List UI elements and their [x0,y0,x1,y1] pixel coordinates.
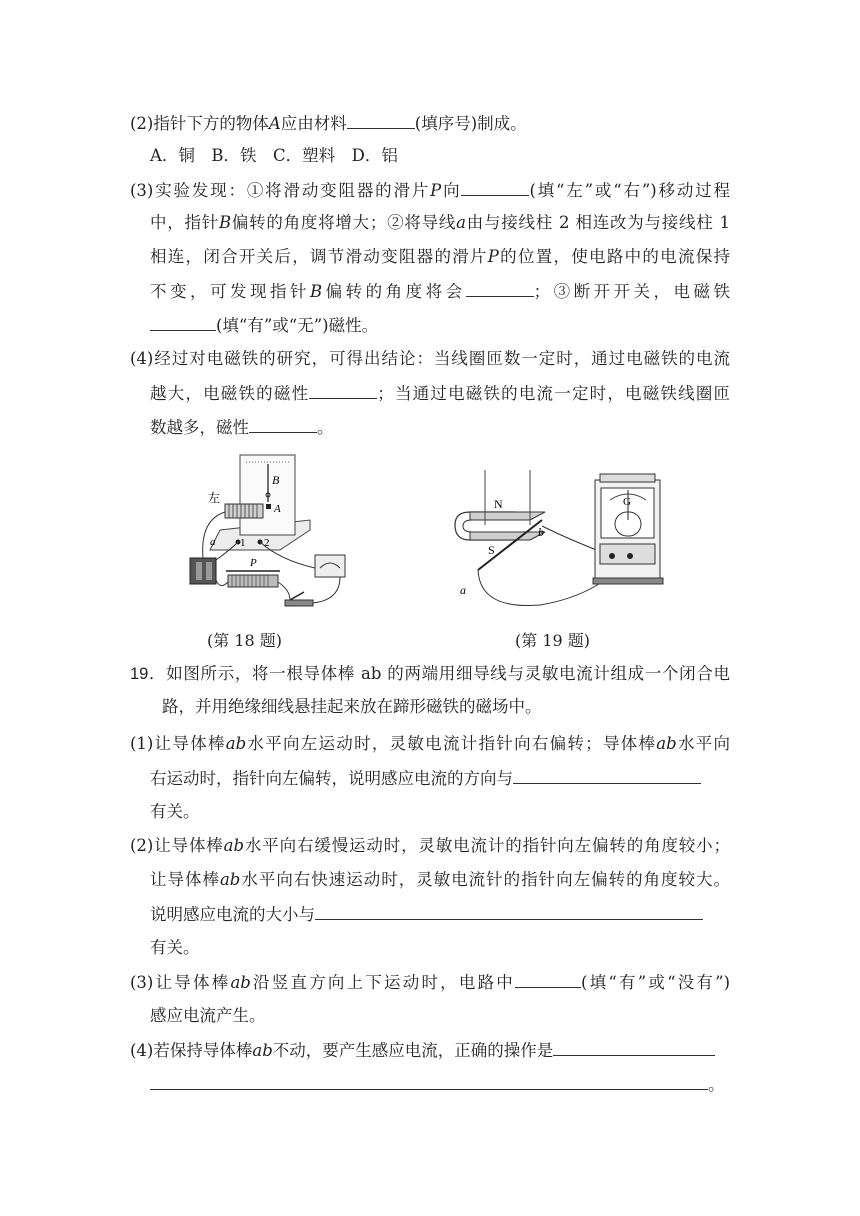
q19-part1-line3: 有关。 [150,802,200,821]
label-B: B [272,473,280,487]
text: 向 [441,181,462,200]
q18-part4-line2 [150,383,730,404]
figure-18-caption: (第 18 题) [207,631,283,650]
label-S: S [488,543,495,557]
var-ab: ab [656,734,677,753]
q18-part3-line4 [150,281,730,302]
label-a: a [460,583,466,597]
var-ab: ab [252,1041,273,1060]
q18-options: A．铜 B．铁 C．塑料 D．铝 [150,146,398,165]
text: 中，指针 [150,213,220,232]
text: (填“左”或“右”)移动过程 [529,181,731,200]
text: 让导体棒 [150,870,220,889]
answer-blank[interactable] [309,383,377,399]
text: 水平向 [676,734,730,753]
label-a: a [210,536,216,548]
text: 说明感应电流的大小与 [150,905,315,924]
text: 应由材料 [280,114,347,133]
figure-18-electromagnet [180,450,350,620]
text: 偏转的角度将增大；②将导线 [231,213,457,232]
q19-part3-line1 [130,972,730,993]
text: 如图所示，将一根导体棒 ab 的两端用细导线与灵敏电流计组成一个闭合电 [166,664,731,683]
answer-blank[interactable] [249,417,317,433]
var-B: B [219,213,232,232]
var-ab: ab [225,734,247,753]
figure-19-caption: (第 19 题) [515,631,591,650]
q19-part2-line3 [150,904,703,925]
text: 水平向右快速运动时，灵敏电流针的指针向左偏转的角度较大。 [240,870,731,889]
answer-blank[interactable] [461,180,529,196]
q19-part2-line4: 有关。 [150,938,200,957]
text: 相连，闭合开关后，调节滑动变阻器的滑片 [150,247,488,266]
label-2: 2 [264,537,270,549]
q19-part4-line1 [130,1040,715,1061]
label-left: 左 [208,491,221,505]
label-P: P [250,557,257,569]
q18-part3-line5 [150,315,378,336]
q18-part3-line3 [150,247,730,267]
text: ；当通过电磁铁的电流一定时，电磁铁线圈匝 [377,384,731,403]
var-a: a [456,213,467,232]
var-P: P [487,247,499,266]
q19-part2-line1 [130,836,730,856]
q19-part4-line2 [150,1074,725,1095]
text: (2)指针下方的物体 [130,114,269,133]
figure-19-induction [450,470,670,620]
q18-part2 [130,113,527,134]
label-G: G [623,496,631,508]
answer-blank[interactable] [315,904,703,920]
q19-part1-line1 [130,734,730,754]
text: 水平向右缓慢运动时，灵敏电流计的指针向左偏转的角度较小； [244,836,731,855]
text: 不变，可发现指针 [150,282,310,301]
text: 沿竖直方向上下运动时，电路中 [250,973,515,992]
text: 。 [708,1075,725,1094]
q19-stem-line2: 路，并用绝缘细线悬挂起来放在蹄形磁铁的磁场中。 [162,697,542,716]
answer-blank[interactable] [513,768,701,784]
answer-blank[interactable] [150,1074,708,1090]
q19-part2-line2 [150,870,730,890]
text: 数越多，磁性 [150,418,249,437]
q18-part3-line1 [130,180,730,201]
question-number: 19． [130,665,167,683]
var-ab: ab [230,973,251,992]
answer-blank[interactable] [466,281,534,297]
text: 的位置，使电路中的电流保持 [498,247,731,266]
answer-blank[interactable] [515,972,581,988]
label-A: A [274,503,281,515]
label-b: b [538,525,544,539]
label-1: 1 [240,537,246,549]
var-ab: ab [223,836,245,855]
q19-stem-line1 [130,664,730,684]
q18-part4-line3 [150,417,334,438]
q18-part4-line1: (4)经过对电磁铁的研究，可得出结论：当线圈匝数一定时，通过电磁铁的电流 [130,349,730,368]
text: (4)若保持导体棒 [130,1041,253,1060]
q19-part1-line2 [150,768,701,789]
text: (3)让导体棒 [130,973,231,992]
label-N: N [494,497,503,511]
text: (2)让导体棒 [130,836,224,855]
text: (填“有”或“没有”) [581,973,731,992]
text: ；③断开开关，电磁铁 [533,282,731,301]
answer-blank[interactable] [150,315,216,331]
var-A: A [268,114,281,133]
text: 。 [317,418,334,437]
var-ab: ab [219,870,241,889]
text: 水平向左运动时，灵敏电流计指针向右偏转；导体棒 [246,734,657,753]
text: 由与接线柱 2 相连改为与接线柱 1 [466,213,731,232]
q18-part3-line2 [150,213,730,233]
text: 越大，电磁铁的磁性 [150,384,310,403]
answer-blank[interactable] [347,113,415,129]
var-P: P [430,181,442,200]
q19-part3-line2: 感应电流产生。 [150,1006,266,1025]
text: 右运动时，指针向左偏转，说明感应电流的方向与 [150,769,513,788]
text: (填“有”或“无”)磁性。 [216,316,379,335]
answer-blank[interactable] [553,1040,715,1056]
text: 偏转的角度将会 [322,282,466,301]
text: (3)实验发现：①将滑动变阻器的滑片 [130,181,431,200]
text: (填序号)制成。 [414,114,527,133]
var-B: B [309,282,323,301]
text: 不动，要产生感应电流，正确的操作是 [272,1041,554,1060]
text: (1)让导体棒 [130,734,226,753]
